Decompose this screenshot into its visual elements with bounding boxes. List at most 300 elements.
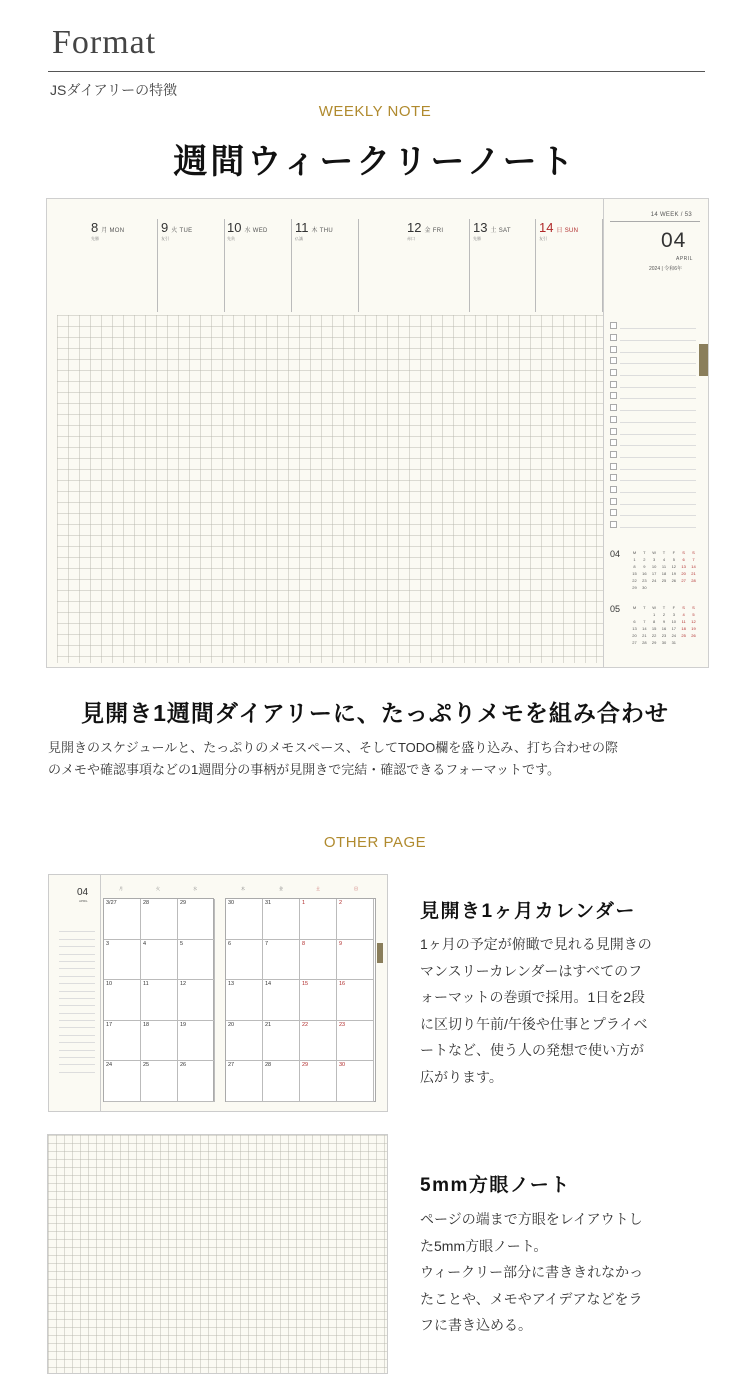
mini-calendar-day: 30 [661,640,667,645]
mini-calendar-grid [630,549,698,591]
todo-row [610,367,696,379]
day-rokuyo: 仏滅 [295,236,303,241]
todo-line [620,422,696,423]
text-line: に区切り午前/午後や仕事とプライベ [420,1015,648,1032]
mini-calendar-day: 13 [681,564,686,569]
text-line: ウィークリー部分に書ききれなかっ [420,1264,644,1280]
calendar-day-cell [337,899,374,940]
day-name: 金 FRI [424,228,444,234]
mini-calendar-weekday: M [632,605,637,610]
mini-calendar-day: 26 [671,578,677,583]
day-rokuyo: 先勝 [473,236,481,241]
mini-calendar-day: 24 [671,633,677,638]
calendar-day-number: 27 [228,1062,235,1069]
weekly-feature-heading: 見開き1週間ダイアリーに、たっぷりメモを組み合わせ [81,700,669,726]
calendar-day-number: 5 [180,940,184,947]
mini-calendar-row [630,577,698,584]
todo-checkbox [610,369,617,376]
mini-calendar-day: 29 [651,640,657,645]
mini-calendar-day: 16 [642,571,647,576]
calendar-day-number: 12 [180,981,187,988]
calendar-day-cell [226,1061,263,1102]
weekly-note-label: WEEKLY NOTE [318,103,432,120]
weekly-note-heading: 週間ウィークリーノート [173,143,577,181]
monthly-calendar-image [48,874,388,1112]
todo-checkbox [610,509,617,516]
mini-calendar [610,604,702,644]
mini-calendar-row [630,625,698,632]
mini-calendar-day: 11 [681,619,686,624]
todo-line [59,1065,95,1072]
mini-calendar-day: 3 [672,612,675,617]
todo-checkbox [610,392,617,399]
todo-checkbox [610,474,617,481]
mini-calendar-day [679,584,688,591]
todo-checkbox [610,381,617,388]
monthly-grid-right [225,898,376,1102]
mini-calendar-day: 15 [651,626,657,631]
mini-calendar-day: 4 [662,557,666,562]
mini-calendar-row [630,549,698,556]
todo-row [610,402,696,414]
calendar-day-number: 19 [180,1021,187,1028]
calendar-day-cell [104,1061,141,1102]
calendar-day-number: 18 [143,1021,150,1028]
calendar-day-number: 14 [265,981,272,988]
mini-calendar-day: 2 [643,557,646,562]
calendar-day-cell [300,940,337,981]
todo-row [610,437,696,449]
todo-checkbox [610,357,617,364]
calendar-day-cell [226,940,263,981]
todo-checkbox [610,404,617,411]
mini-calendar-day: 17 [651,571,657,576]
todo-line [620,492,696,493]
day-rokuyo: 赤口 [407,236,415,241]
calendar-day-cell [178,1021,215,1062]
mini-calendar-day: 12 [691,619,696,624]
mini-calendar-day: 11 [661,564,667,569]
todo-line [620,328,696,329]
mini-calendar-day [659,584,668,591]
day-name: 火 TUE [171,228,193,234]
mini-calendar-day: 9 [662,619,666,624]
mini-calendar-weekday: S [692,550,695,555]
calendar-day-number: 25 [143,1062,150,1069]
week-number: 14 WEEK / 53 [650,212,692,218]
grid-note-image [47,1134,388,1374]
mini-calendar-day: 8 [653,619,656,624]
description-line: 見開きのスケジュールと、たっぷりのメモスペース、そしてTODO欄を盛り込み、打ち合わせの際 [48,740,619,755]
calendar-day-cell [178,899,215,940]
calendar-day-cell [226,899,263,940]
month-number: 04 [661,229,687,252]
calendar-day-cell [104,1021,141,1062]
todo-line [59,1036,95,1043]
mini-calendar-month: 05 [610,604,621,614]
mini-calendar-row [630,639,698,646]
todo-line [620,375,696,376]
todo-checkbox [610,428,617,435]
monthly-calendar-title: 見開き1ヶ月カレンダー [420,901,636,922]
calendar-day-number: 13 [228,981,235,988]
todo-row [610,320,696,332]
calendar-day-cell [337,1061,374,1102]
mini-calendar-day: 14 [642,626,647,631]
todo-checkbox [610,416,617,423]
description-line: のメモや確認事項などの1週間分の事柄が見開きで完結・確認できるフォーマットです。 [48,762,561,777]
todo-line [620,504,696,505]
calendar-day-cell [300,899,337,940]
day-name: 木 THU [311,228,333,234]
calendar-day-number: 29 [180,900,187,906]
calendar-day-number: 16 [339,981,346,988]
calendar-day-number: 30 [339,1062,346,1069]
mini-calendar-day [679,639,688,646]
mini-calendar-day [669,584,678,591]
mini-calendar-day: 25 [661,578,667,583]
day-name: 日 SUN [556,228,579,234]
day-number: 10 [227,220,242,235]
day-name: 土 SAT [490,228,511,234]
todo-row [610,343,696,355]
calendar-day-number: 4 [143,940,147,947]
day-number: 11 [295,220,309,235]
mini-calendar-day: 18 [681,626,686,631]
weekly-planner-image [46,198,709,668]
mini-calendar-day [689,584,698,591]
mini-calendar-day: 20 [632,633,637,638]
todo-line [620,457,696,458]
text-line: 広がります。 [420,1068,503,1085]
weekday-header: 金 [279,886,283,891]
todo-row [610,507,696,519]
text-line: マンスリーカレンダーはすべてのフ [420,962,643,979]
todo-line [59,932,95,939]
calendar-day-cell [141,1061,178,1102]
calendar-day-cell [178,940,215,981]
todo-row [610,378,696,390]
section-subtitle: JSダイアリーの特徴 [50,82,178,98]
day-column [227,219,292,312]
mini-calendar-day: 22 [632,578,637,583]
text-line: ートなど、使う人の発想で使い方が [420,1042,644,1058]
mini-calendar-day: 19 [691,626,696,631]
todo-row [610,519,696,531]
grid-note-title: 5mm方眼ノート [420,1175,571,1196]
day-column [539,219,603,312]
calendar-day-cell [337,1021,374,1062]
calendar-day-cell [104,940,141,981]
mini-calendar [610,549,702,589]
calendar-day-number: 22 [302,1021,309,1028]
calendar-day-number: 3/27 [106,900,117,906]
mini-calendar-row [630,604,698,611]
year-label: 2024 | 令和6年 [649,266,682,272]
todo-row [610,495,696,507]
mini-calendar-day [630,611,639,618]
calendar-day-number: 10 [106,981,113,988]
calendar-day-number: 1 [302,900,306,906]
text-line: た5mm方眼ノート。 [420,1237,548,1254]
todo-line [59,1021,95,1028]
calendar-day-number: 20 [228,1021,235,1028]
todo-checkbox [610,439,617,446]
calendar-day-cell [141,980,178,1021]
mini-calendar-day [689,639,698,646]
todo-row [610,355,696,367]
todo-checkbox [610,346,617,353]
text-line: たことや、メモやアイデアなどをラ [420,1290,643,1307]
mini-calendar-day: 6 [633,619,636,624]
mini-calendar-day: 14 [691,564,696,569]
weekday-header: 火 [156,886,160,891]
mini-calendar-day: 15 [632,571,637,576]
weekday-header: 土 [316,886,320,891]
mini-calendar-day: 3 [653,557,656,562]
mini-calendar-day: 24 [651,578,657,583]
week-divider [610,221,700,222]
mini-calendar-day: 21 [691,571,696,576]
weekday-header: 日 [354,886,358,891]
mini-calendar-day: 5 [672,557,675,562]
todo-line [620,527,696,528]
mini-calendar-day: 20 [681,571,686,576]
todo-line [59,977,95,984]
month-name: APRIL [79,899,88,903]
mini-calendar-day: 26 [691,633,696,638]
calendar-day-number: 31 [265,900,272,906]
todo-line [59,947,95,954]
mini-calendar-grid [630,604,698,646]
monthly-side-panel [49,875,101,1112]
weekly-day-header [47,199,603,312]
mini-calendar-month: 04 [610,549,621,559]
mini-calendar-weekday: T [662,550,666,555]
mini-calendar-weekday: S [682,605,685,610]
mini-calendar-weekday: S [692,605,695,610]
calendar-day-cell [141,940,178,981]
title-divider [48,71,705,72]
month-number: 04 [77,887,89,898]
todo-line [59,1043,95,1050]
todo-row [610,425,696,437]
text-line: ォーマットの巻頭で採用。1日を2段 [420,989,646,1005]
todo-line [59,962,95,969]
mini-calendar-day [640,611,649,618]
mini-calendar-day: 23 [661,633,667,638]
calendar-day-cell [104,980,141,1021]
todo-line [59,1014,95,1021]
mini-calendar-day: 5 [692,612,695,617]
day-rokuyo: 友引 [539,236,547,241]
todo-checkbox [610,521,617,528]
todo-line [59,1058,95,1065]
day-number: 13 [473,220,488,235]
mini-calendar-weekday: M [632,550,637,555]
day-column [91,219,158,312]
mini-calendar-day: 8 [633,564,636,569]
day-number: 8 [91,220,99,235]
calendar-day-number: 28 [143,900,150,906]
mini-calendar-day: 12 [671,564,677,569]
weekly-feature-text [48,737,708,781]
todo-line [620,515,696,516]
calendar-day-cell [263,980,300,1021]
mini-calendar-weekday: T [662,605,666,610]
calendar-day-number: 11 [143,981,149,988]
mini-calendar-day: 28 [642,640,647,645]
mini-calendar-day: 16 [661,626,667,631]
calendar-day-number: 2 [339,900,343,906]
todo-checkbox [610,486,617,493]
mini-calendar-day: 1 [653,612,656,617]
mini-calendar-day: 6 [682,557,685,562]
calendar-day-number: 8 [302,940,306,947]
mini-calendar-row [630,563,698,570]
mini-calendar-day: 23 [642,578,647,583]
mini-calendar-day: 21 [642,633,647,638]
calendar-day-number: 28 [265,1062,272,1069]
calendar-day-cell [178,980,215,1021]
todo-list [610,320,696,530]
todo-checkbox [610,322,617,329]
calendar-day-number: 30 [228,900,235,906]
mini-calendar-day: 22 [651,633,657,638]
calendar-day-number: 9 [339,940,343,947]
mini-calendar-day: 4 [682,612,685,617]
todo-checkbox [610,451,617,458]
mini-calendar-day: 1 [633,557,636,562]
mini-calendar-row [630,570,698,577]
calendar-day-number: 21 [265,1021,272,1028]
calendar-day-cell [226,980,263,1021]
text-line: フに書き込める。 [420,1317,532,1333]
mini-calendar-day: 10 [651,564,657,569]
todo-line [620,480,696,481]
day-name: 水 WED [244,228,268,234]
mini-calendar-weekday: T [643,605,646,610]
mini-calendar-day: 31 [671,640,677,645]
mini-calendar-row [630,556,698,563]
calendar-day-number: 23 [339,1021,346,1028]
calendar-day-cell [337,940,374,981]
calendar-day-cell [263,899,300,940]
mini-calendar-weekday: F [672,550,676,555]
day-column [161,219,225,312]
todo-line [59,1051,95,1058]
calendar-day-cell [300,980,337,1021]
day-rokuyo: 友引 [161,236,169,241]
calendar-day-cell [141,899,178,940]
calendar-day-cell [226,1021,263,1062]
todo-line [620,410,696,411]
todo-line [620,387,696,388]
mini-calendar-day: 27 [632,640,637,645]
month-index-tab [699,344,709,376]
todo-line [59,1006,95,1013]
section-title: Format [52,24,157,61]
calendar-day-number: 17 [106,1021,113,1028]
mini-calendar-row [630,632,698,639]
calendar-day-cell [104,899,141,940]
todo-row [610,484,696,496]
mini-calendar-day: 10 [671,619,677,624]
monthly-grid-left [103,898,214,1102]
todo-line [620,352,696,353]
mini-calendar-weekday: W [652,605,657,610]
mini-calendar-weekday: W [652,550,657,555]
mini-calendar-day: 13 [632,626,637,631]
todo-line [620,398,696,399]
text-line: 1ヶ月の予定が俯瞰で見れる見開きの [420,936,652,952]
todo-line [59,1028,95,1035]
mini-calendar-day: 7 [643,619,646,624]
todo-line [59,955,95,962]
todo-line [59,999,95,1006]
mini-calendar-day: 29 [632,585,637,590]
mini-calendar-day: 25 [681,633,686,638]
monthly-calendar-text [420,931,652,1090]
calendar-day-cell [263,1061,300,1102]
mini-calendar-day: 30 [642,585,647,590]
day-number: 12 [407,220,422,235]
calendar-day-number: 7 [265,940,269,947]
mini-calendar-day [650,584,659,591]
mini-calendar-row [630,611,698,618]
day-column [295,219,359,312]
todo-row [610,390,696,402]
calendar-day-cell [141,1021,178,1062]
todo-line [59,940,95,947]
todo-checkbox [610,334,617,341]
mini-calendar-row [630,584,698,591]
todo-line [620,363,696,364]
mini-calendar-row [630,618,698,625]
mini-calendar-day: 9 [643,564,646,569]
calendar-day-number: 24 [106,1062,113,1069]
day-name: 月 MON [101,228,125,234]
mini-calendar-day: 2 [662,612,666,617]
todo-row [610,414,696,426]
calendar-day-cell [300,1061,337,1102]
todo-line [620,445,696,446]
calendar-day-number: 29 [302,1062,309,1069]
mini-calendar-day: 28 [691,578,696,583]
calendar-day-cell [300,1021,337,1062]
calendar-day-cell [263,940,300,981]
day-column [407,219,470,312]
todo-line [620,340,696,341]
mini-calendar-day: 19 [671,571,677,576]
grid-note-text [420,1206,643,1339]
day-number: 9 [161,220,169,235]
calendar-day-cell [178,1061,215,1102]
todo-row [610,332,696,344]
todo-line [59,969,95,976]
mini-calendar-day: 7 [692,557,695,562]
month-name: APRIL [676,256,693,262]
weekday-header: 木 [241,886,245,891]
weekly-side-panel [603,199,709,668]
mini-calendar-day: 18 [661,571,667,576]
weekday-header: 月 [119,886,123,891]
calendar-day-cell [263,1021,300,1062]
todo-row [610,472,696,484]
todo-line [620,469,696,470]
calendar-day-number: 6 [228,940,232,947]
month-index-tab [377,943,383,963]
